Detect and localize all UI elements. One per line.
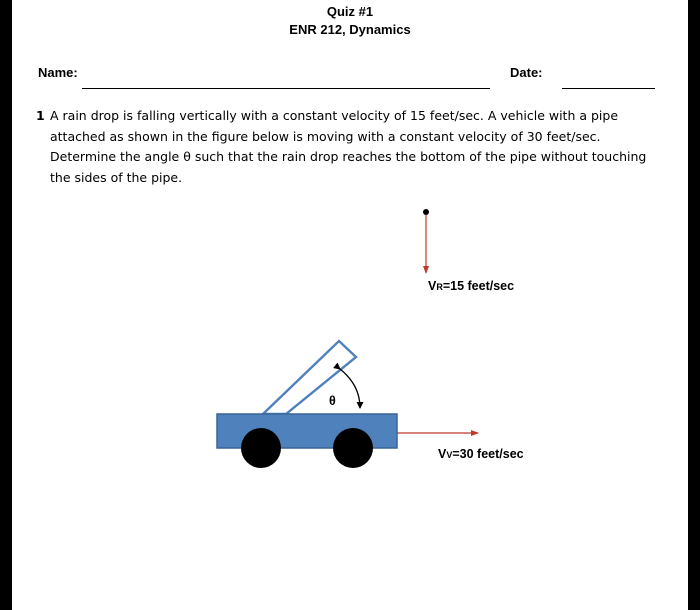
rear-wheel — [241, 428, 281, 468]
name-label: Name: — [38, 65, 78, 80]
date-label: Date: — [510, 65, 543, 80]
angle-arc — [340, 369, 360, 408]
vehicle-velocity-label: VV=30 feet/sec — [438, 447, 524, 461]
quiz-title: Quiz #1 — [326, 4, 374, 19]
quiz-page — [12, 0, 688, 610]
question-text: A rain drop is falling vertically with a constant velocity of 15 feet/sec. A vehicle with a pipe attached as shown in the figure below is moving with a constant velocity of 30 feet/sec. Determine the angle θ such that the rain drop reaches the bottom of the pipe without touching the sides of the pipe. — [50, 108, 647, 185]
front-wheel — [333, 428, 373, 468]
rain-velocity-label: VR=15 feet/sec — [428, 279, 515, 293]
vehicle-pipe-figure — [12, 0, 688, 610]
question-number: 1 — [36, 108, 45, 123]
course-name: ENR 212, Dynamics — [289, 22, 411, 37]
raindrop — [423, 209, 429, 215]
angle-theta-label: θ — [329, 394, 336, 408]
pipe — [263, 341, 356, 414]
